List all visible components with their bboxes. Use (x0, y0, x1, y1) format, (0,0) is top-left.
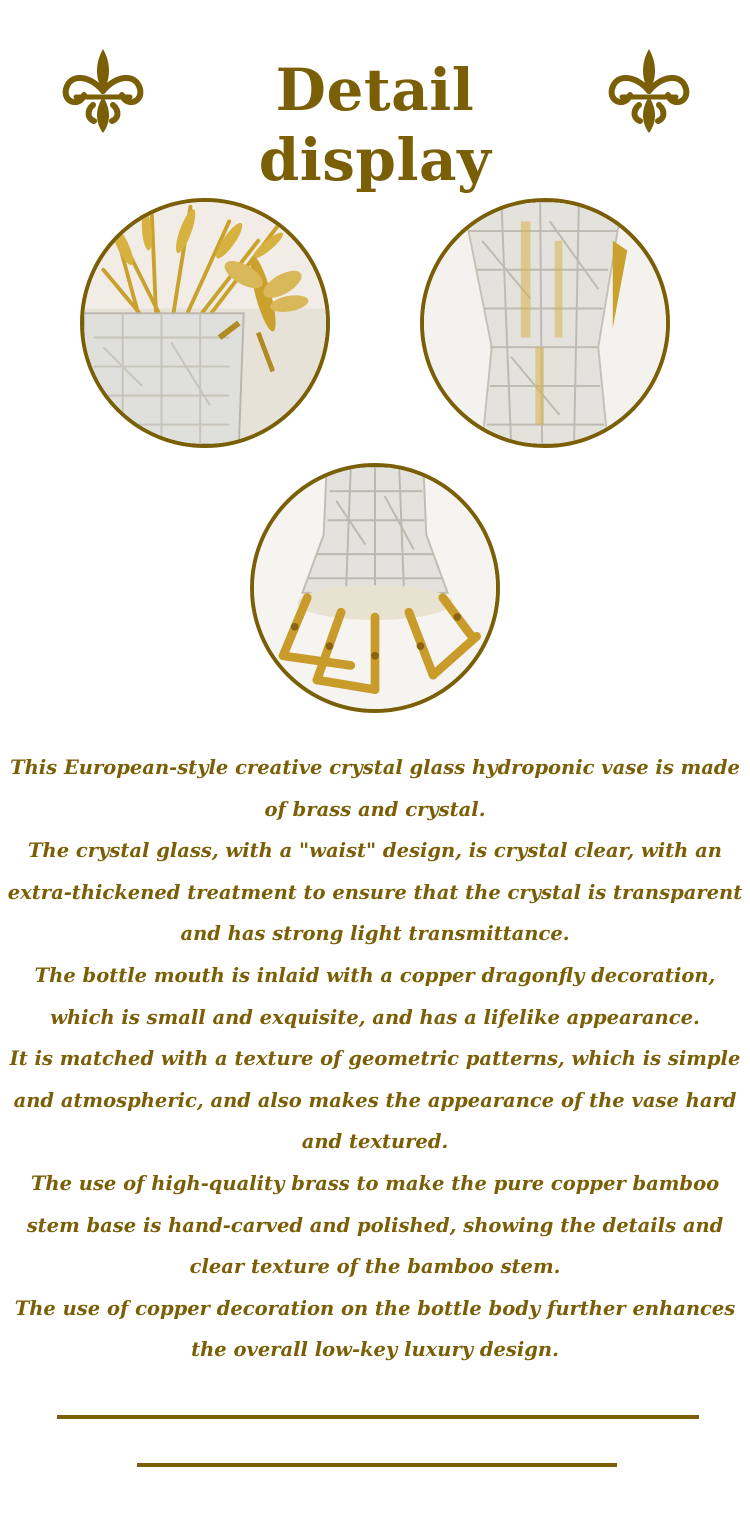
description-paragraph: The crystal glass, with a "waist" design, is crystal clear, with an extra-thickened treatment to ensure that the crystal is transparent and has strong light transmittance. (7, 839, 743, 946)
divider-line (57, 1415, 699, 1419)
product-description (0, 747, 750, 1371)
page-title: Detail display (258, 56, 492, 194)
description-paragraph: This European-style creative crystal glass hydroponic vase is made of brass and crystal. (10, 756, 740, 821)
divider-line (137, 1463, 617, 1467)
description-paragraph: The bottle mouth is inlaid with a copper dragonfly decoration, which is small and exquisite, and has a lifelike appearance. (34, 963, 716, 1029)
detail-photo-bamboo-base (250, 463, 500, 713)
detail-photo-dragonfly (80, 198, 330, 448)
description-paragraph: The use of copper decoration on the bottle body further enhances the overall low-key luxury design. (14, 1296, 736, 1362)
fleur-de-lis-ornament-icon (58, 45, 148, 137)
detail-photo-crystal-body (420, 198, 670, 448)
description-paragraph: The use of high-quality brass to make the pure copper bamboo stem base is hand-carved and polished, showing the details and clear texture of the bamboo stem. (26, 1171, 724, 1279)
crystal-body-image (424, 202, 666, 444)
fleur-de-lis-ornament-icon (604, 45, 694, 137)
description-paragraph: It is matched with a texture of geometric patterns, which is simple and atmospheric, and also makes the appearance of the vase hard and textured. (9, 1047, 741, 1154)
header (0, 45, 750, 194)
vase-mouth-dragonfly-image (84, 202, 326, 444)
bamboo-base-image (254, 467, 496, 709)
